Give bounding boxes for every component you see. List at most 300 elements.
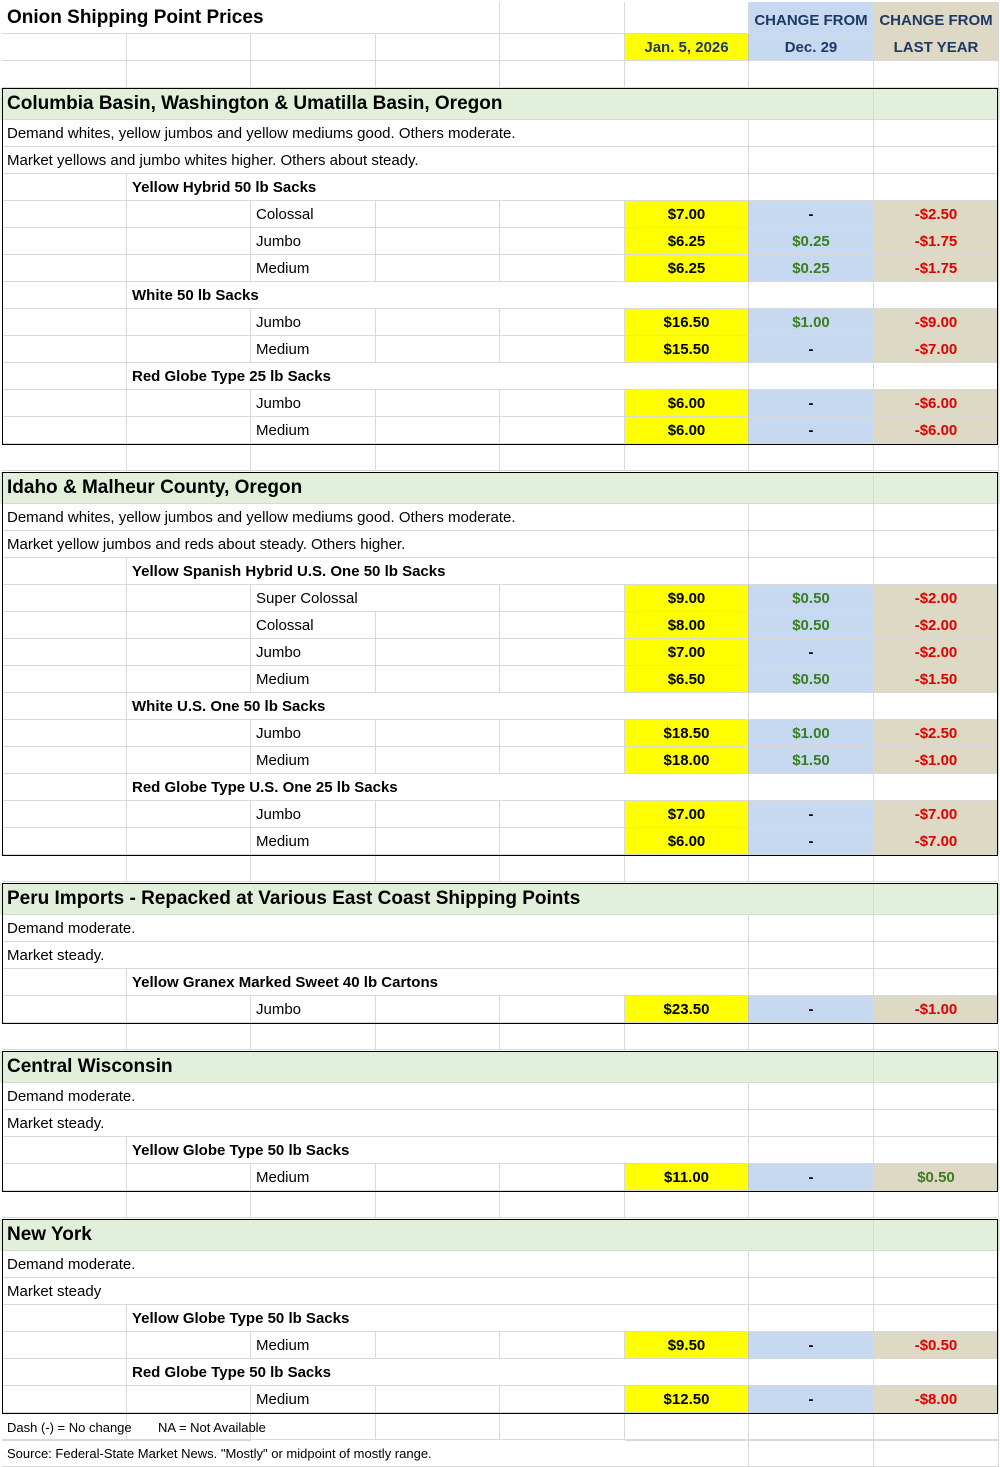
sheet-cell[interactable] — [376, 445, 500, 471]
sheet-cell[interactable] — [500, 828, 625, 855]
sheet-cell[interactable] — [376, 801, 500, 828]
sheet-cell[interactable] — [376, 666, 500, 693]
sheet-cell[interactable] — [500, 390, 625, 417]
sheet-cell[interactable] — [376, 34, 500, 61]
pack-name[interactable]: White U.S. One 50 lb Sacks — [127, 693, 749, 720]
sheet-cell[interactable] — [874, 883, 999, 915]
pack-name[interactable]: Red Globe Type 25 lb Sacks — [127, 363, 749, 390]
year-change-value[interactable]: -$8.00 — [874, 1386, 999, 1413]
sheet-cell[interactable] — [127, 228, 251, 255]
sheet-cell[interactable] — [2, 309, 127, 336]
sheet-cell[interactable] — [127, 1024, 251, 1050]
sheet-cell[interactable] — [251, 856, 376, 882]
size-label[interactable]: Medium — [251, 417, 376, 444]
region-demand-text[interactable]: Demand moderate. — [2, 1251, 749, 1278]
sheet-cell[interactable] — [251, 61, 376, 88]
sheet-cell[interactable] — [2, 34, 127, 61]
sheet-cell[interactable] — [749, 1278, 874, 1305]
price-value[interactable]: $6.00 — [625, 390, 749, 417]
sheet-cell[interactable] — [376, 309, 500, 336]
sheet-cell[interactable] — [127, 1386, 251, 1413]
sheet-cell[interactable] — [127, 585, 251, 612]
sheet-cell[interactable] — [749, 1024, 874, 1050]
sheet-cell[interactable] — [376, 996, 500, 1023]
header-change-from-week[interactable]: CHANGE FROM — [749, 2, 874, 34]
year-change-value[interactable]: -$0.50 — [874, 1332, 999, 1359]
sheet-cell[interactable] — [2, 1024, 127, 1050]
year-change-value[interactable]: -$2.50 — [874, 201, 999, 228]
sheet-cell[interactable] — [2, 1192, 127, 1218]
sheet-cell[interactable] — [2, 558, 127, 585]
sheet-cell[interactable] — [500, 612, 625, 639]
sheet-cell[interactable] — [749, 1083, 874, 1110]
sheet-cell[interactable] — [874, 61, 999, 88]
sheet-cell[interactable] — [500, 201, 625, 228]
sheet-cell[interactable] — [749, 147, 874, 174]
year-change-value[interactable]: $0.50 — [874, 1164, 999, 1191]
sheet-cell[interactable] — [749, 174, 874, 201]
year-change-value[interactable]: -$7.00 — [874, 828, 999, 855]
year-change-value[interactable]: -$7.00 — [874, 801, 999, 828]
week-change-value[interactable]: - — [749, 1386, 874, 1413]
sheet-cell[interactable] — [500, 801, 625, 828]
size-label[interactable]: Medium — [251, 666, 376, 693]
sheet-cell[interactable] — [625, 856, 749, 882]
region-market-text[interactable]: Market steady. — [2, 942, 749, 969]
sheet-cell[interactable] — [2, 828, 127, 855]
sheet-cell[interactable] — [127, 445, 251, 471]
legend-dash[interactable]: Dash (-) = No change — [2, 1415, 251, 1441]
sheet-cell[interactable] — [500, 34, 625, 61]
sheet-cell[interactable] — [749, 1415, 874, 1441]
sheet-cell[interactable] — [874, 1192, 999, 1218]
region-demand-text[interactable]: Demand moderate. — [2, 1083, 749, 1110]
week-change-value[interactable]: - — [749, 639, 874, 666]
sheet-cell[interactable] — [127, 612, 251, 639]
pack-name[interactable]: Yellow Granex Marked Sweet 40 lb Cartons — [127, 969, 749, 996]
sheet-cell[interactable] — [500, 996, 625, 1023]
sheet-cell[interactable] — [500, 1332, 625, 1359]
sheet-cell[interactable] — [2, 336, 127, 363]
sheet-cell[interactable] — [2, 774, 127, 801]
year-change-value[interactable]: -$2.00 — [874, 639, 999, 666]
sheet-cell[interactable] — [251, 445, 376, 471]
sheet-cell[interactable] — [500, 666, 625, 693]
sheet-cell[interactable] — [874, 531, 999, 558]
sheet-cell[interactable] — [500, 61, 625, 88]
sheet-cell[interactable] — [2, 585, 127, 612]
sheet-cell[interactable] — [376, 336, 500, 363]
sheet-cell[interactable] — [749, 1251, 874, 1278]
pack-name[interactable]: Yellow Globe Type 50 lb Sacks — [127, 1137, 749, 1164]
sheet-cell[interactable] — [874, 472, 999, 504]
sheet-cell[interactable] — [127, 856, 251, 882]
sheet-cell[interactable] — [2, 693, 127, 720]
sheet-cell[interactable] — [127, 61, 251, 88]
week-change-value[interactable]: $1.50 — [749, 747, 874, 774]
region-name[interactable]: Peru Imports - Repacked at Various East Coast Shipping Points — [2, 883, 749, 915]
sheet-cell[interactable] — [874, 174, 999, 201]
sheet-cell[interactable] — [874, 88, 999, 120]
price-value[interactable]: $8.00 — [625, 612, 749, 639]
sheet-cell[interactable] — [874, 1441, 999, 1467]
week-change-value[interactable]: - — [749, 417, 874, 444]
sheet-cell[interactable] — [376, 612, 500, 639]
sheet-cell[interactable] — [2, 282, 127, 309]
year-change-value[interactable]: -$1.00 — [874, 747, 999, 774]
size-label[interactable]: Jumbo — [251, 996, 376, 1023]
size-label[interactable]: Colossal — [251, 201, 376, 228]
sheet-cell[interactable] — [749, 363, 874, 390]
price-value[interactable]: $6.25 — [625, 228, 749, 255]
sheet-cell[interactable] — [376, 720, 500, 747]
sheet-cell[interactable] — [127, 801, 251, 828]
sheet-cell[interactable] — [874, 1083, 999, 1110]
sheet-cell[interactable] — [376, 417, 500, 444]
sheet-cell[interactable] — [2, 969, 127, 996]
sheet-cell[interactable] — [500, 228, 625, 255]
week-change-value[interactable]: - — [749, 390, 874, 417]
sheet-cell[interactable] — [2, 612, 127, 639]
sheet-cell[interactable] — [2, 1305, 127, 1332]
sheet-cell[interactable] — [500, 1192, 625, 1218]
sheet-cell[interactable] — [749, 774, 874, 801]
sheet-cell[interactable] — [749, 1219, 874, 1251]
size-label[interactable]: Medium — [251, 1386, 376, 1413]
sheet-cell[interactable] — [874, 1024, 999, 1050]
price-value[interactable]: $7.00 — [625, 639, 749, 666]
sheet-cell[interactable] — [500, 747, 625, 774]
week-change-value[interactable]: $0.50 — [749, 585, 874, 612]
sheet-cell[interactable] — [625, 1441, 749, 1467]
week-change-value[interactable]: $0.25 — [749, 255, 874, 282]
sheet-cell[interactable] — [127, 828, 251, 855]
source-note[interactable]: Source: Federal-State Market News. "Mostly" or midpoint of mostly range. — [2, 1441, 625, 1467]
sheet-cell[interactable] — [749, 61, 874, 88]
size-label[interactable]: Jumbo — [251, 639, 376, 666]
year-change-value[interactable]: -$7.00 — [874, 336, 999, 363]
week-change-value[interactable]: $0.50 — [749, 612, 874, 639]
sheet-cell[interactable] — [874, 1219, 999, 1251]
sheet-cell[interactable] — [127, 201, 251, 228]
year-change-value[interactable]: -$1.50 — [874, 666, 999, 693]
year-change-value[interactable]: -$1.75 — [874, 228, 999, 255]
year-change-value[interactable]: -$2.00 — [874, 585, 999, 612]
week-change-value[interactable]: $0.50 — [749, 666, 874, 693]
size-label[interactable]: Medium — [251, 747, 376, 774]
sheet-cell[interactable] — [874, 1415, 999, 1441]
sheet-cell[interactable] — [376, 1386, 500, 1413]
legend-na[interactable]: NA = Not Available — [158, 1420, 266, 1435]
sheet-cell[interactable] — [127, 34, 251, 61]
sheet-cell[interactable] — [376, 390, 500, 417]
price-value[interactable]: $9.00 — [625, 585, 749, 612]
sheet-cell[interactable] — [874, 363, 999, 390]
size-label[interactable]: Medium — [251, 828, 376, 855]
week-change-value[interactable]: - — [749, 1332, 874, 1359]
size-label[interactable]: Jumbo — [251, 309, 376, 336]
sheet-cell[interactable] — [749, 120, 874, 147]
sheet-cell[interactable] — [874, 1359, 999, 1386]
sheet-cell[interactable] — [874, 1305, 999, 1332]
pack-name[interactable]: White 50 lb Sacks — [127, 282, 749, 309]
region-market-text[interactable]: Market steady. — [2, 1110, 749, 1137]
sheet-cell[interactable] — [376, 828, 500, 855]
region-name[interactable]: Central Wisconsin — [2, 1051, 749, 1083]
sheet-cell[interactable] — [127, 666, 251, 693]
sheet-cell[interactable] — [874, 856, 999, 882]
year-change-value[interactable]: -$2.00 — [874, 612, 999, 639]
region-market-text[interactable]: Market yellows and jumbo whites higher. Others about steady. — [2, 147, 749, 174]
year-change-value[interactable]: -$6.00 — [874, 417, 999, 444]
header-date[interactable]: Jan. 5, 2026 — [625, 34, 749, 61]
sheet-cell[interactable] — [2, 255, 127, 282]
sheet-cell[interactable] — [500, 445, 625, 471]
sheet-cell[interactable] — [749, 915, 874, 942]
pack-name[interactable]: Red Globe Type 50 lb Sacks — [127, 1359, 749, 1386]
sheet-cell[interactable] — [874, 1051, 999, 1083]
sheet-cell[interactable] — [625, 1024, 749, 1050]
region-name[interactable]: Columbia Basin, Washington & Umatilla Basin, Oregon — [2, 88, 749, 120]
sheet-cell[interactable] — [625, 61, 749, 88]
sheet-cell[interactable] — [625, 1192, 749, 1218]
region-demand-text[interactable]: Demand moderate. — [2, 915, 749, 942]
sheet-cell[interactable] — [874, 282, 999, 309]
sheet-cell[interactable] — [127, 639, 251, 666]
sheet-cell[interactable] — [749, 504, 874, 531]
week-change-value[interactable]: - — [749, 828, 874, 855]
sheet-cell[interactable] — [2, 1386, 127, 1413]
sheet-cell[interactable] — [376, 1332, 500, 1359]
week-change-value[interactable]: $1.00 — [749, 309, 874, 336]
region-market-text[interactable]: Market yellow jumbos and reds about steady. Others higher. — [2, 531, 749, 558]
size-label[interactable]: Jumbo — [251, 390, 376, 417]
sheet-cell[interactable] — [874, 915, 999, 942]
week-change-value[interactable]: - — [749, 201, 874, 228]
pack-name[interactable]: Yellow Hybrid 50 lb Sacks — [127, 174, 749, 201]
sheet-cell[interactable] — [749, 282, 874, 309]
sheet-cell[interactable] — [2, 747, 127, 774]
page-title[interactable]: Onion Shipping Point Prices — [2, 2, 376, 34]
sheet-cell[interactable] — [2, 61, 127, 88]
sheet-cell[interactable] — [500, 856, 625, 882]
week-change-value[interactable]: - — [749, 996, 874, 1023]
sheet-cell[interactable] — [2, 390, 127, 417]
sheet-cell[interactable] — [2, 1137, 127, 1164]
sheet-cell[interactable] — [500, 417, 625, 444]
sheet-cell[interactable] — [376, 1192, 500, 1218]
sheet-cell[interactable] — [500, 336, 625, 363]
sheet-cell[interactable] — [500, 309, 625, 336]
sheet-cell[interactable] — [251, 34, 376, 61]
sheet-cell[interactable] — [376, 61, 500, 88]
year-change-value[interactable]: -$6.00 — [874, 390, 999, 417]
sheet-cell[interactable] — [749, 883, 874, 915]
price-value[interactable]: $7.00 — [625, 801, 749, 828]
sheet-cell[interactable] — [2, 445, 127, 471]
price-value[interactable]: $23.50 — [625, 996, 749, 1023]
size-label[interactable]: Jumbo — [251, 228, 376, 255]
region-market-text[interactable]: Market steady — [2, 1278, 749, 1305]
sheet-cell[interactable] — [251, 1192, 376, 1218]
sheet-cell[interactable] — [874, 445, 999, 471]
sheet-cell[interactable] — [376, 747, 500, 774]
year-change-value[interactable]: -$1.75 — [874, 255, 999, 282]
year-change-value[interactable]: -$1.00 — [874, 996, 999, 1023]
size-label[interactable]: Medium — [251, 1164, 376, 1191]
week-change-value[interactable]: $1.00 — [749, 720, 874, 747]
week-change-value[interactable]: - — [749, 801, 874, 828]
price-value[interactable]: $6.00 — [625, 828, 749, 855]
sheet-cell[interactable] — [376, 228, 500, 255]
sheet-cell[interactable] — [874, 1251, 999, 1278]
sheet-cell[interactable] — [874, 969, 999, 996]
size-label[interactable]: Jumbo — [251, 720, 376, 747]
sheet-cell[interactable] — [500, 255, 625, 282]
price-value[interactable]: $16.50 — [625, 309, 749, 336]
sheet-cell[interactable] — [127, 417, 251, 444]
sheet-cell[interactable] — [2, 417, 127, 444]
sheet-cell[interactable] — [127, 1164, 251, 1191]
sheet-cell[interactable] — [127, 1192, 251, 1218]
sheet-cell[interactable] — [749, 88, 874, 120]
sheet-cell[interactable] — [749, 969, 874, 996]
size-label[interactable]: Jumbo — [251, 801, 376, 828]
sheet-cell[interactable] — [376, 2, 500, 34]
price-value[interactable]: $15.50 — [625, 336, 749, 363]
price-value[interactable]: $7.00 — [625, 201, 749, 228]
sheet-cell[interactable] — [749, 445, 874, 471]
sheet-cell[interactable] — [376, 201, 500, 228]
header-change-from-year[interactable]: CHANGE FROM — [874, 2, 999, 34]
sheet-cell[interactable] — [749, 1305, 874, 1332]
size-label[interactable]: Medium — [251, 1332, 376, 1359]
size-label[interactable]: Medium — [251, 336, 376, 363]
pack-name[interactable]: Red Globe Type U.S. One 25 lb Sacks — [127, 774, 749, 801]
pack-name[interactable]: Yellow Spanish Hybrid U.S. One 50 lb Sacks — [127, 558, 749, 585]
price-value[interactable]: $6.50 — [625, 666, 749, 693]
year-change-value[interactable]: -$2.50 — [874, 720, 999, 747]
sheet-cell[interactable] — [127, 996, 251, 1023]
sheet-cell[interactable] — [749, 472, 874, 504]
header-prev-date[interactable]: Dec. 29 — [749, 34, 874, 61]
sheet-cell[interactable] — [2, 363, 127, 390]
sheet-cell[interactable] — [2, 228, 127, 255]
sheet-cell[interactable] — [749, 1051, 874, 1083]
sheet-cell[interactable] — [2, 996, 127, 1023]
sheet-cell[interactable] — [500, 1386, 625, 1413]
sheet-cell[interactable] — [874, 147, 999, 174]
sheet-cell[interactable] — [874, 1137, 999, 1164]
sheet-cell[interactable] — [874, 1278, 999, 1305]
price-value[interactable]: $6.25 — [625, 255, 749, 282]
sheet-cell[interactable] — [749, 1137, 874, 1164]
sheet-cell[interactable] — [749, 1110, 874, 1137]
region-name[interactable]: New York — [2, 1219, 749, 1251]
sheet-cell[interactable] — [749, 1441, 874, 1467]
sheet-cell[interactable] — [127, 1332, 251, 1359]
price-value[interactable]: $18.50 — [625, 720, 749, 747]
sheet-cell[interactable] — [625, 1415, 749, 1441]
week-change-value[interactable]: - — [749, 1164, 874, 1191]
sheet-cell[interactable] — [2, 856, 127, 882]
sheet-cell[interactable] — [874, 942, 999, 969]
sheet-cell[interactable] — [376, 639, 500, 666]
sheet-cell[interactable] — [376, 1024, 500, 1050]
sheet-cell[interactable] — [749, 531, 874, 558]
week-change-value[interactable]: $0.25 — [749, 228, 874, 255]
sheet-cell[interactable] — [2, 174, 127, 201]
sheet-cell[interactable] — [251, 1024, 376, 1050]
sheet-cell[interactable] — [127, 720, 251, 747]
sheet-cell[interactable] — [2, 639, 127, 666]
sheet-cell[interactable] — [127, 336, 251, 363]
sheet-cell[interactable] — [874, 693, 999, 720]
size-label[interactable]: Colossal — [251, 612, 376, 639]
sheet-cell[interactable] — [874, 558, 999, 585]
sheet-cell[interactable] — [749, 693, 874, 720]
sheet-cell[interactable] — [749, 856, 874, 882]
week-change-value[interactable]: - — [749, 336, 874, 363]
sheet-cell[interactable] — [874, 504, 999, 531]
pack-header-row — [0, 1305, 1000, 1332]
size-label[interactable]: Medium — [251, 255, 376, 282]
price-value[interactable]: $12.50 — [625, 1386, 749, 1413]
size-label[interactable]: Super Colossal — [251, 585, 500, 612]
pack-name[interactable]: Yellow Globe Type 50 lb Sacks — [127, 1305, 749, 1332]
region-demand-text[interactable]: Demand whites, yellow jumbos and yellow mediums good. Others moderate. — [2, 504, 749, 531]
header-last-year[interactable]: LAST YEAR — [874, 34, 999, 61]
sheet-cell[interactable] — [2, 720, 127, 747]
sheet-cell[interactable] — [625, 445, 749, 471]
sheet-cell[interactable] — [376, 856, 500, 882]
sheet-cell[interactable] — [625, 2, 749, 34]
sheet-cell[interactable] — [2, 201, 127, 228]
sheet-cell[interactable] — [2, 666, 127, 693]
sheet-cell[interactable] — [127, 747, 251, 774]
sheet-cell[interactable] — [2, 1164, 127, 1191]
sheet-cell[interactable] — [127, 390, 251, 417]
price-value[interactable]: $18.00 — [625, 747, 749, 774]
sheet-cell[interactable] — [749, 1359, 874, 1386]
sheet-cell[interactable] — [2, 1332, 127, 1359]
sheet-cell[interactable] — [376, 255, 500, 282]
sheet-cell[interactable] — [376, 1164, 500, 1191]
sheet-cell[interactable] — [874, 120, 999, 147]
sheet-cell[interactable] — [749, 1192, 874, 1218]
year-change-value[interactable]: -$9.00 — [874, 309, 999, 336]
price-value[interactable]: $9.50 — [625, 1332, 749, 1359]
region-demand-text[interactable]: Demand whites, yellow jumbos and yellow mediums good. Others moderate. — [2, 120, 749, 147]
sheet-cell[interactable] — [500, 2, 625, 34]
price-value[interactable]: $6.00 — [625, 417, 749, 444]
sheet-cell[interactable] — [127, 309, 251, 336]
sheet-cell[interactable] — [749, 942, 874, 969]
sheet-cell[interactable] — [874, 1110, 999, 1137]
sheet-cell[interactable] — [2, 1359, 127, 1386]
region-name[interactable]: Idaho & Malheur County, Oregon — [2, 472, 749, 504]
sheet-cell[interactable] — [2, 801, 127, 828]
sheet-cell[interactable] — [874, 774, 999, 801]
sheet-cell[interactable] — [500, 585, 625, 612]
sheet-cell[interactable] — [500, 639, 625, 666]
sheet-cell[interactable] — [127, 255, 251, 282]
sheet-cell[interactable] — [500, 1024, 625, 1050]
price-value[interactable]: $11.00 — [625, 1164, 749, 1191]
sheet-cell[interactable] — [500, 1164, 625, 1191]
sheet-cell[interactable] — [500, 720, 625, 747]
sheet-cell[interactable] — [749, 558, 874, 585]
